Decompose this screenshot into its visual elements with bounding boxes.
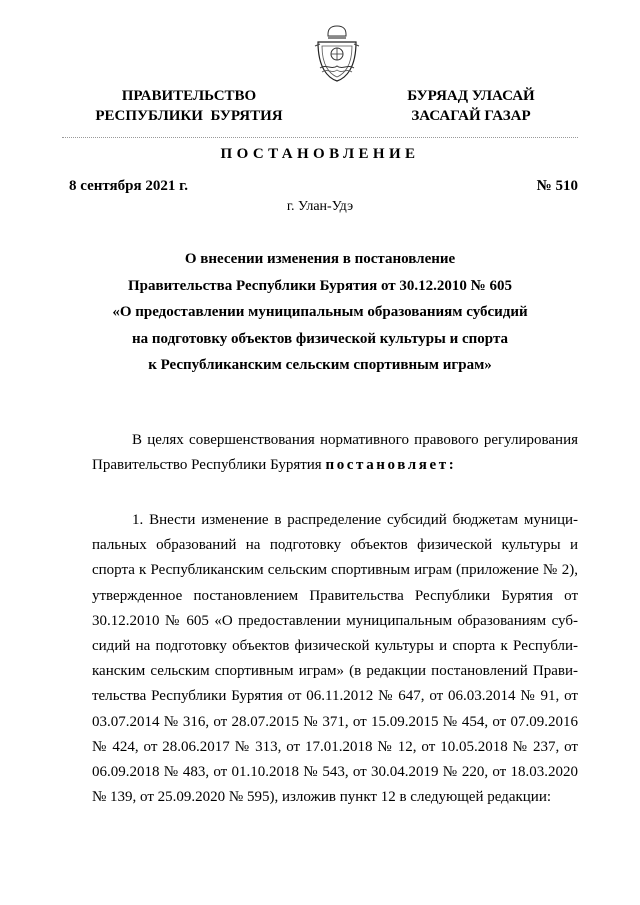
paragraph-line: пальных образований на подготовку объектов физической культуры и (92, 537, 578, 554)
paragraph-line: канским сельским спортивным играм» (в редакции постановлений Прави- (92, 663, 578, 680)
issuer-buryat (388, 86, 554, 126)
preamble-text: Правительство Республики Бурятия (92, 457, 326, 474)
preamble-line (92, 453, 578, 478)
paragraph-line: спорта к Республиканским сельским спортивным играм (приложение № 2), (92, 562, 578, 579)
document-type-title: ПОСТАНОВЛЕНИЕ (220, 146, 420, 162)
subject-line: Правительства Республики Бурятия от 30.12.2010 № 605 (127, 277, 512, 294)
issuer-buryat-line2: ЗАСАГАЙ ГАЗАР (411, 108, 531, 124)
paragraph-1 (92, 508, 578, 810)
subject-line: к Республиканским сельским спортивным играм» (148, 357, 492, 373)
document-date: 8 сентября 2021 г. (69, 178, 189, 194)
subject-line: «О предоставлении муниципальным образованиям субсидий (112, 304, 528, 320)
resolves-word: постановляет: (325, 457, 457, 474)
paragraph-line: 03.07.2014 № 316, от 28.07.2015 № 371, от 15.09.2015 № 454, от 07.09.2016 (92, 713, 578, 730)
paragraph-line: тельства Республики Бурятия от 06.11.2012 № 647, от 06.03.2014 № 91, от (92, 688, 578, 705)
subject-line: на подготовку объектов физической культуры и спорта (131, 330, 508, 347)
preamble-line: В целях совершенствования нормативного правового регулирования (132, 432, 578, 448)
subject-line: О внесении изменения в постановление (184, 251, 456, 267)
header-divider (62, 137, 578, 138)
document-number: № 510 (536, 178, 578, 194)
paragraph-line: утвержденное постановлением Правительства Республики Бурятия от (92, 587, 578, 604)
issuer-buryat-line1: БУРЯАД УЛАСАЙ (407, 88, 535, 104)
issuer-russian-line2: РЕСПУБЛИКИ БУРЯТИЯ (95, 108, 283, 124)
coat-of-arms-emblem (312, 24, 362, 84)
preamble (92, 428, 578, 478)
paragraph-line: 06.09.2018 № 483, от 01.10.2018 № 543, от 30.04.2019 № 220, от 18.03.2020 (92, 764, 578, 781)
paragraph-line: № 424, от 28.06.2017 № 313, от 17.01.2018 № 12, от 10.05.2018 № 237, от (92, 738, 578, 755)
document-city: г. Улан-Удэ (286, 199, 354, 214)
document-subject (90, 246, 550, 379)
paragraph-line: 1. Внести изменение в распределение субсидий бюджетам муници- (132, 512, 578, 528)
paragraph-line: сидий на подготовку объектов физической культуры и спорта к Республи- (92, 638, 578, 655)
paragraph-line: № 139, от 25.09.2020 № 595), изложив пункт 12 в следующей редакции: (92, 789, 552, 806)
issuer-russian-line1: ПРАВИТЕЛЬСТВО (121, 88, 257, 104)
paragraph-line: 30.12.2010 № 605 «О предоставлении муниципальным образованиям суб- (92, 612, 578, 629)
issuer-russian (84, 86, 294, 126)
